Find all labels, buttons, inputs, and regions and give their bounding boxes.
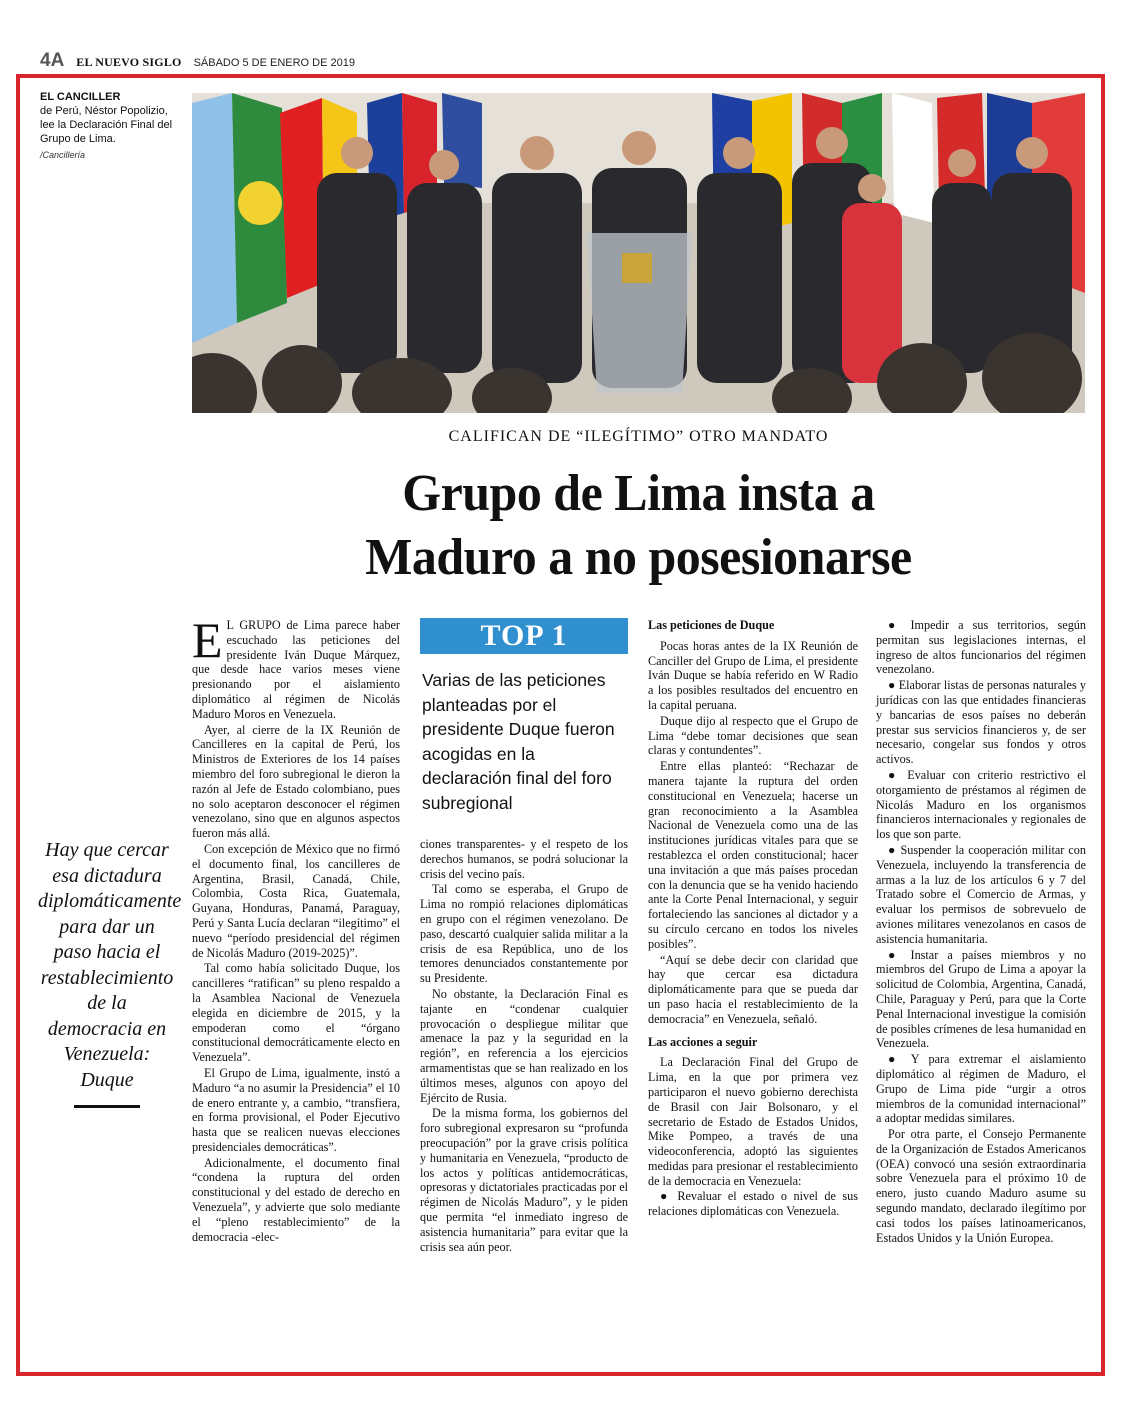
top1-label: TOP 1: [420, 618, 628, 654]
photo-illustration: [192, 93, 1085, 413]
pull-quote: [38, 838, 182, 1108]
dateline: SÁBADO 5 DE ENERO DE 2019: [193, 57, 355, 69]
bullet-item: ● Evaluar con criterio restrictivo el otorgamiento de préstamos al régimen de Nicolás Maduro en los organismos financieros internacionales y regionales de los que son parte.: [876, 767, 1086, 842]
news-photo: [192, 93, 1085, 413]
paragraph: Adicionalmente, el documento final “condena la ruptura del orden constitucional y del estado de derecho en Venezuela”, y advierte que solo mediante el “pleno restablecimiento” de la democracia -elec-: [192, 1155, 400, 1244]
paragraph: Por otra parte, el Consejo Permanente de la Organización de Estados Americanos (OEA) convocó una sesión extraordinaria sobre Venezuela para el próximo 10 de enero, justo cuando Maduro asume su segundo mandato, declarado ilegítimo por casi todos los países latinoamericanos, Estados Unidos y la Unión Europea.: [876, 1127, 1086, 1245]
bullet-item: ● Suspender la cooperación militar con Venezuela, incluyendo la transferencia de armas a la luz de los artículos 6 y 7 del Tratado sobre el Comercio de Armas, y evaluar los permisos de sobrevuelo de aviones militares venezolanos en casos de asistencia humanitaria.: [876, 842, 1086, 946]
column-4: [876, 618, 1086, 1246]
bullet-item: ● Elaborar listas de personas naturales y jurídicas con las que entidades financieras y bancarias de esos países no deberán prestar sus servicios financieros y, de ser necesario, congelar sus fondos y otros activos.: [876, 678, 1086, 767]
paragraph: Tal como había solicitado Duque, los cancilleres “ratifican” su pleno respaldo a la Asamblea Nacional de Venezuela elegida en diciembre de 2015, y la empoderan como el “órgano constitucional democráticamente electo en Venezuela”.: [192, 961, 400, 1065]
paragraph: No obstante, la Declaración Final es tajante en “condenar cualquier provocación o despliegue militar que amenace la paz y la seguridad en la región”, en referencia a los ejercicios armamentistas que se han realizado en los últimos meses, algunos con apoyo del Ejército de Rusia.: [420, 986, 628, 1105]
caption-body: de Perú, Néstor Popolizio, lee la Declaración Final del Grupo de Lima.: [40, 105, 173, 145]
subhead-peticiones: Las peticiones de Duque: [648, 618, 775, 632]
pull-quote-text: Hay que cercar esa dictadura diplomáticamente para dar un paso hacia el restablecimiento de la democracia en Venezuela: Duque: [38, 839, 182, 1091]
bullet-item: ● Instar a países miembros y no miembros del Grupo de Lima a apoyar la solicitud de Colombia, Argentina, Canadá, Chile, Paraguay y Perú, para que la Corte Penal Internacional investigue la comisión de posibles crímenes de lesa humanidad en Venezuela.: [876, 947, 1086, 1051]
headline-line-2: Maduro a no posesionarse: [365, 529, 912, 586]
paragraph: Con excepción de México que no firmó el documento final, los cancilleres de Argentina, Brasil, Canadá, Chile, Colombia, Costa Rica, Guatemala, Guyana, Honduras, Panamá, Paraguay, Perú y Santa Lucía declaran “ilegítimo” el nuevo “período presidencial del régimen de Nicolás Maduro (2019-2025)”.: [192, 841, 400, 960]
caption-credit: /Cancillería: [40, 150, 86, 160]
paragraph: Tal como se esperaba, el Grupo de Lima no rompió relaciones diplomáticas en grupo con el régimen venezolano. De paso, descartó cualquier salida militar a la crisis de esa República, uno de los temores denunciados constantemente por su Presidente.: [420, 882, 628, 986]
lead-paragraph: E L GRUPO de Lima parece haber escuchado las peticiones del presidente Iván Duque Márquez, que desde hace varios meses viene presionando por el aislamiento diplomático al régimen de Nicolás Maduro Moros en Venezuela.: [192, 612, 400, 721]
paragraph: Duque dijo al respecto que el Grupo de Lima “debe tomar decisiones que sean claras y contundentes”.: [648, 713, 858, 758]
paragraph: La Declaración Final del Grupo de Lima, en la que por primera vez participaron el nuevo gobierno derechista de Brasil con Jair Bolsonaro, y el secretario de Estado de Estados Unidos, Mike Pompeo, a través de una videoconferencia, adoptó las siguientes medidas para presionar el restablecimiento de la democracia en Venezuela:: [648, 1055, 858, 1188]
page-header: [40, 50, 355, 74]
paragraph: Ayer, al cierre de la IX Reunión de Cancilleres en la capital de Perú, los Ministros de Exteriores de los 14 países miembro del foro subregional le dieron la razón al Jefe de Estado colombiano, pues no solo aceptaron desconocer el régimen venezolano, sino que en algunos aspectos fueron más allá.: [192, 722, 400, 841]
subhead-acciones: Las acciones a seguir: [648, 1034, 758, 1049]
paragraph: El Grupo de Lima, igualmente, instó a Maduro “a no asumir la Presidencia” el 10 de enero entrante y, a cambio, “transfiera, en forma provisional, el Poder Ejecutivo hasta que se realicen nuevas elecciones presidenciales democráticas”.: [192, 1065, 400, 1154]
column-1: [192, 612, 400, 1245]
column-3: [648, 618, 858, 1220]
photo-caption: [40, 90, 175, 162]
column-2: [420, 618, 628, 1255]
page-number: 4A: [40, 50, 65, 71]
caption-head: EL CANCILLER: [40, 91, 121, 103]
paragraph: “Aquí se debe decir con claridad que hay que cercar esa dictadura diplomáticamente para que se pueda dar un paso hacia el restablecimiento de la democracia” en Venezuela, señaló.: [648, 952, 858, 1026]
paragraph: De la misma forma, los gobiernos del foro subregional expresaron su “profunda preocupación” por la grave crisis política y humanitaria en Venezuela, “producto de los actos y políticas antidemocráticas, opresoras y dictatoriales practicadas por el régimen de Nicolás Maduro”, y le piden que permita “el inmediato ingreso de asistencia humanitaria” para evitar que la crisis sea aún peor.: [420, 1106, 628, 1254]
bullet-item: ● Y para extremar el aislamiento diplomático al régimen de Maduro, el Grupo de Lima pide “urgir a otros miembros de la comunidad internacional” a adoptar medidas similares.: [876, 1052, 1086, 1126]
bullet-item: ● Revaluar el estado o nivel de sus relaciones diplomáticas con Venezuela.: [648, 1189, 858, 1219]
headline-line-1: Grupo de Lima insta a: [402, 465, 875, 522]
pull-quote-rule: [74, 1105, 140, 1108]
kicker: CALIFICAN DE “ILEGÍTIMO” OTRO MANDATO: [448, 428, 829, 445]
bullet-item: ● Impedir a sus territorios, según permitan sus legislaciones internas, el ingreso de altos funcionarios del régimen venezolano.: [876, 618, 1086, 677]
paragraph: ciones transparentes- y el respeto de los derechos humanos, se podrá solucionar la crisis del vecino país.: [420, 837, 628, 881]
top1-text: Varias de las peticiones planteadas por el presidente Duque fueron acogidas en la declaración final del foro subregional: [422, 670, 615, 813]
paragraph: Pocas horas antes de la IX Reunión de Canciller del Grupo de Lima, el presidente Iván Duque se había referido en W Radio a los posibles resultados del encuentro en la capital peruana.: [648, 638, 858, 712]
masthead: EL NUEVO SIGLO: [76, 55, 182, 69]
paragraph: Entre ellas planteó: “Rechazar de manera tajante la ruptura del orden constitucional en Venezuela; hacerse un gran reconocimiento a la Asamblea Nacional de Venezuela como una de las instituciones jurídicas vitales para que se restablezca el orden constitucional; hacer una invitación a que más países procedan con la denuncia que se ha venido haciendo ante la Corte Penal Internacional, y seguir fortaleciendo las sanciones al dictador y a su círculo cercano en todos los niveles posibles”.: [648, 759, 858, 951]
headline: [210, 462, 1067, 590]
drop-cap: E: [192, 612, 223, 668]
